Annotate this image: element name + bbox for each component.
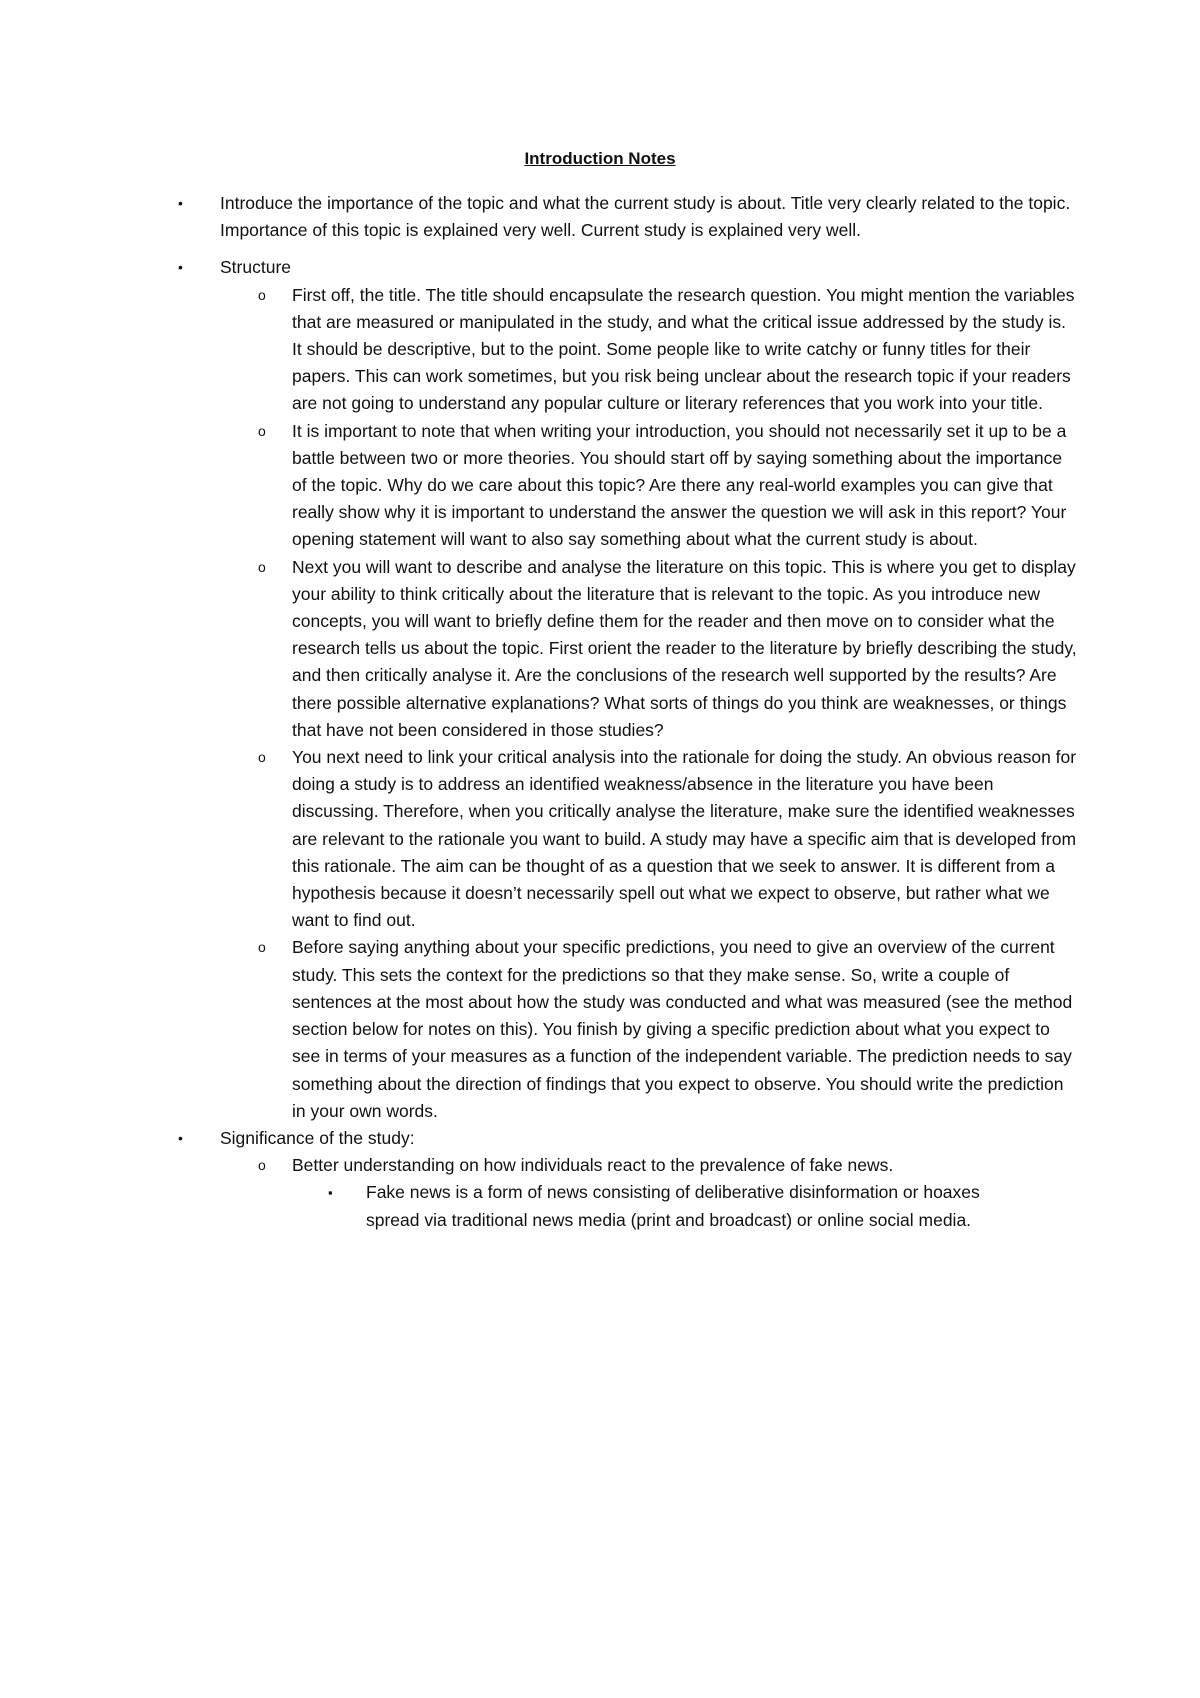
square-bullet-icon: ▪: [328, 1185, 333, 1201]
sub-list-item-text: First off, the title. The title should encapsulate the research question. You might mention the variables that are measured or manipulated in the study, and what the critical issue addressed by the study is. It should be descriptive, but to the point. Some people like to write catchy or funny titles for their papers. This can work sometimes, but you risk being unclear about the research topic if your readers are not going to understand any popular culture or literary references that you work into your title.: [292, 284, 1075, 414]
sub-list-item: [178, 282, 1078, 418]
sub-sub-list-item-text: Fake news is a form of news consisting of deliberative disinformation or hoaxes spread via traditional news media (print and broadcast) or online social media.: [366, 1182, 980, 1230]
circle-bullet-icon: o: [258, 286, 266, 303]
sub-list-item: [178, 744, 1078, 934]
sub-list-item: [178, 418, 1078, 554]
sub-list-item: [178, 554, 1078, 744]
circle-bullet-icon: o: [258, 749, 266, 766]
list-item: [178, 1125, 1078, 1234]
sub-list-item-text: Before saying anything about your specific predictions, you need to give an overview of the current study. This sets the context for the predictions so that they make sense. So, write a couple of sentences at the most about how the study was conducted and what was measured (see the method section below for notes on this). You finish by giving a specific prediction about what you expect to see in terms of your measures as a function of the independent variable. The prediction needs to say something about the direction of findings that you expect to observe. You should write the prediction in your own words.: [292, 937, 1073, 1121]
sub-list-item-text: Better understanding on how individuals react to the prevalence of fake news.: [292, 1155, 894, 1176]
bullet-icon: •: [178, 1129, 183, 1146]
list-item-text: Introduce the importance of the topic and what the current study is about. Title very clearly related to the topic. Importance of this topic is explained very well. Current study is explained very well.: [220, 193, 1071, 241]
sub-sub-list-item: [178, 1179, 1078, 1233]
sub-list-item: [178, 1152, 1078, 1179]
circle-bullet-icon: o: [258, 939, 266, 956]
sub-list-item-text: You next need to link your critical analysis into the rationale for doing the study. An obvious reason for doing a study is to address an identified weakness/absence in the literature you have been discussing. Therefore, when you critically analyse the literature, make sure the identified weaknesses are relevant to the rationale you want to build. A study may have a specific aim that is developed from this rationale. The aim can be thought of as a question that we seek to answer. It is different from a hypothesis because it doesn’t necessarily spell out what we expect to observe, but rather what we want to find out.: [292, 747, 1077, 931]
page-title: Introduction Notes: [524, 149, 676, 168]
list-item: [178, 190, 1078, 244]
circle-bullet-icon: o: [258, 1157, 266, 1174]
sub-list-item-text: It is important to note that when writing your introduction, you should not necessarily set it up to be a battle between two or more theories. You should start off by saying something about the importance of the topic. Why do we care about this topic? Are there any real-world examples you can give that really show why it is important to understand the answer the question we will ask in this report? Your opening statement will want to also say something about what the current study is about.: [292, 420, 1067, 550]
sub-list-item-text: Next you will want to describe and analyse the literature on this topic. This is where you get to display your ability to think critically about the literature that is relevant to the topic. As you introduce new concepts, you will want to briefly define them for the reader and then move on to consider what the research tells us about the topic. First orient the reader to the literature by briefly describing the study, and then critically analyse it. Are the conclusions of the research well supported by the results? Are there possible alternative explanations? What sorts of things do you think are weaknesses, or things that have not been considered in those studies?: [292, 556, 1077, 740]
bullet-icon: •: [178, 195, 183, 211]
sub-list-item: [178, 934, 1078, 1124]
list-item-text: Structure: [220, 257, 291, 278]
notes-list: [178, 190, 1078, 1234]
circle-bullet-icon: o: [258, 558, 266, 575]
circle-bullet-icon: o: [258, 422, 266, 439]
list-item: [178, 254, 1078, 1125]
list-item-text: Significance of the study:: [220, 1127, 415, 1148]
bullet-icon: •: [178, 259, 183, 276]
